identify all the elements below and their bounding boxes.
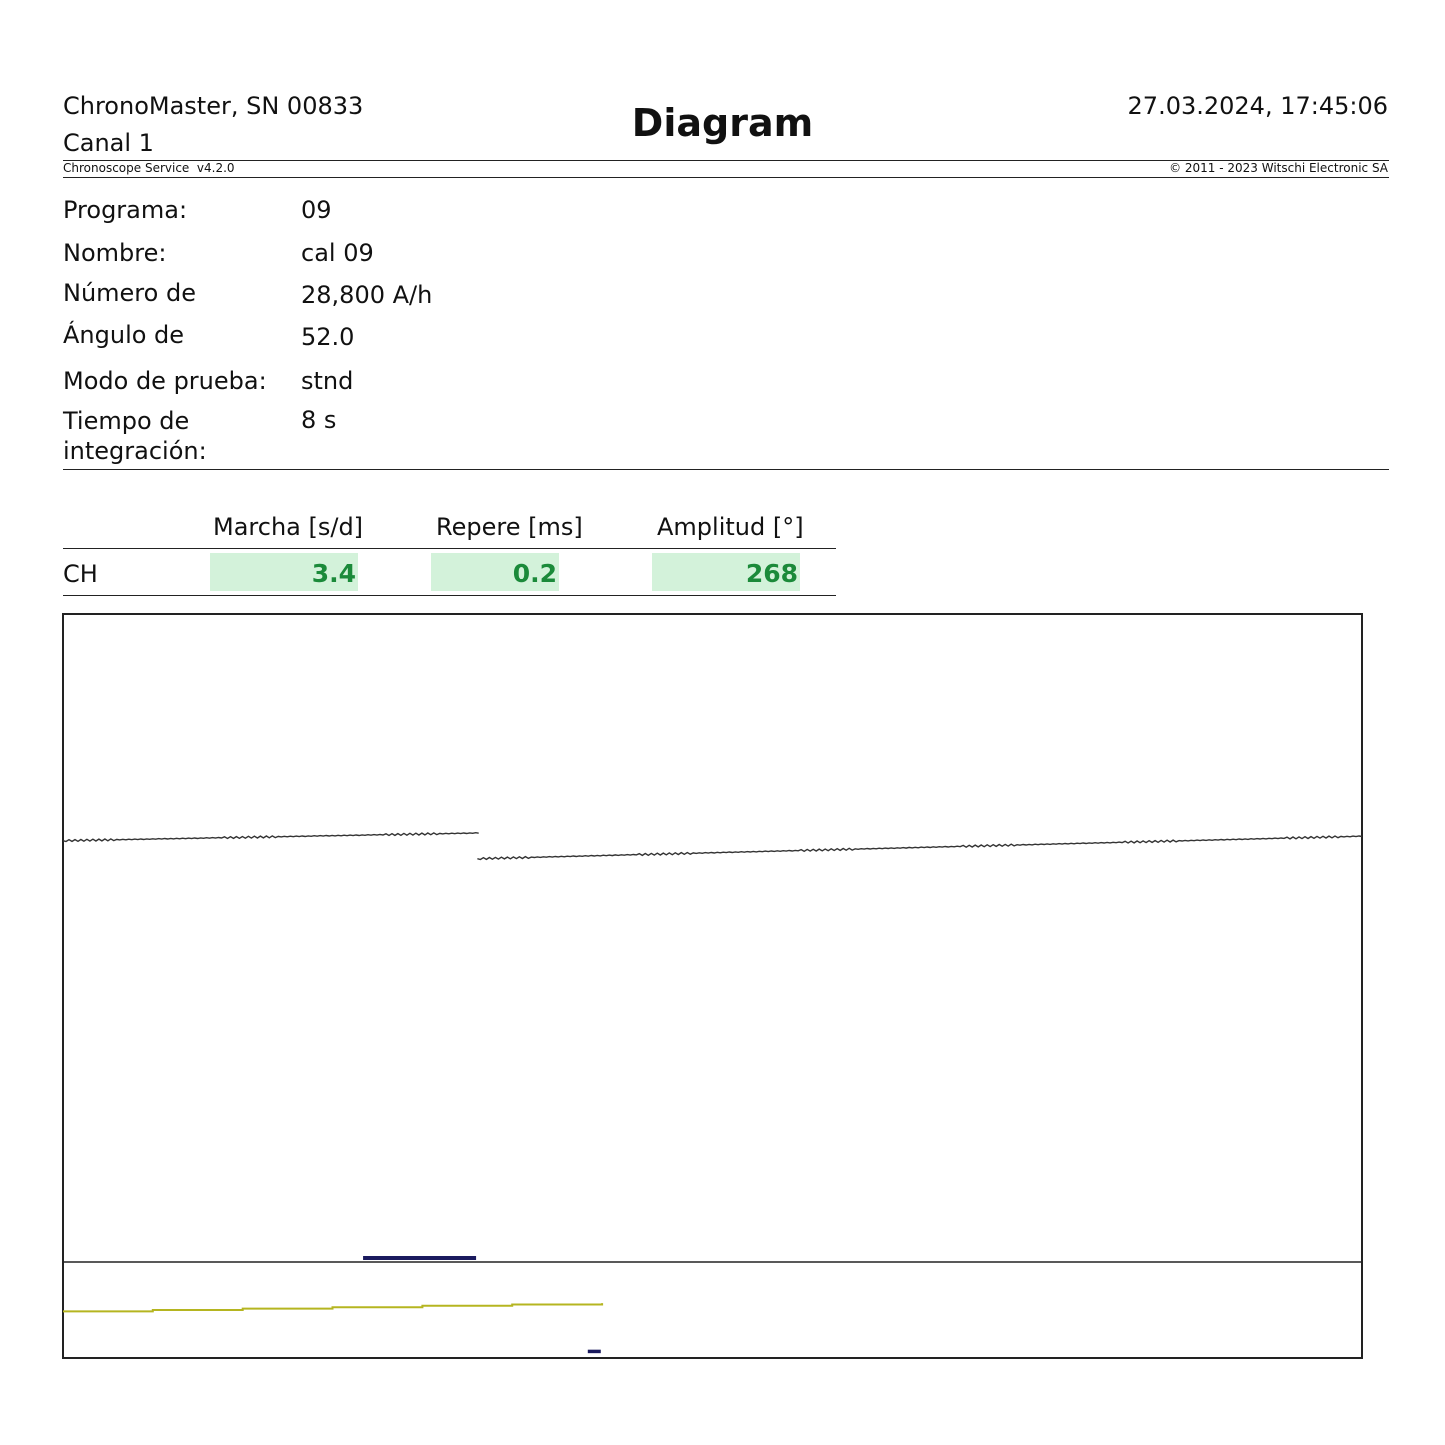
info-value-programa: 09: [301, 196, 332, 224]
info-label-nombre: Nombre:: [63, 239, 167, 267]
header-rule-bottom: [63, 177, 1389, 178]
page-title: Diagram: [631, 101, 814, 145]
info-label-programa: Programa:: [63, 196, 188, 224]
results-header-amplitud: Amplitud [°]: [657, 513, 804, 541]
channel-label: Canal 1: [63, 129, 154, 157]
diagram-chart: [62, 613, 1363, 1359]
info-label-angulo: Ángulo de: [63, 321, 185, 349]
results-header-repere: Repere [ms]: [436, 513, 583, 541]
results-value-repere: 0.2: [431, 553, 559, 591]
results-header-marcha: Marcha [s/d]: [213, 513, 364, 541]
info-label-numero: Número de: [63, 279, 196, 307]
chart-frame: [63, 614, 1362, 1358]
device-name: ChronoMaster, SN 00833: [63, 92, 364, 120]
results-rule-bottom: [63, 595, 836, 596]
info-value-nombre: cal 09: [301, 239, 374, 267]
info-value-tiempo: 8 s: [301, 406, 337, 434]
info-rule: [63, 469, 1389, 470]
info-value-angulo: 52.0: [301, 323, 355, 351]
results-value-marcha: 3.4: [210, 553, 358, 591]
info-value-numero: 28,800 A/h: [301, 281, 433, 309]
info-label-modo: Modo de prueba:: [63, 367, 267, 395]
report-datetime: 27.03.2024, 17:45:06: [1127, 92, 1388, 120]
copyright-note: © 2011 - 2023 Witschi Electronic SA: [1169, 161, 1388, 175]
info-label-tiempo: Tiempo de integración:: [63, 407, 207, 465]
results-rule-top: [63, 548, 836, 549]
software-version: Chronoscope Service v4.2.0: [63, 161, 235, 175]
results-value-amplitud: 268: [652, 553, 800, 591]
info-value-modo: stnd: [301, 367, 354, 395]
results-row-label: CH: [63, 560, 98, 588]
